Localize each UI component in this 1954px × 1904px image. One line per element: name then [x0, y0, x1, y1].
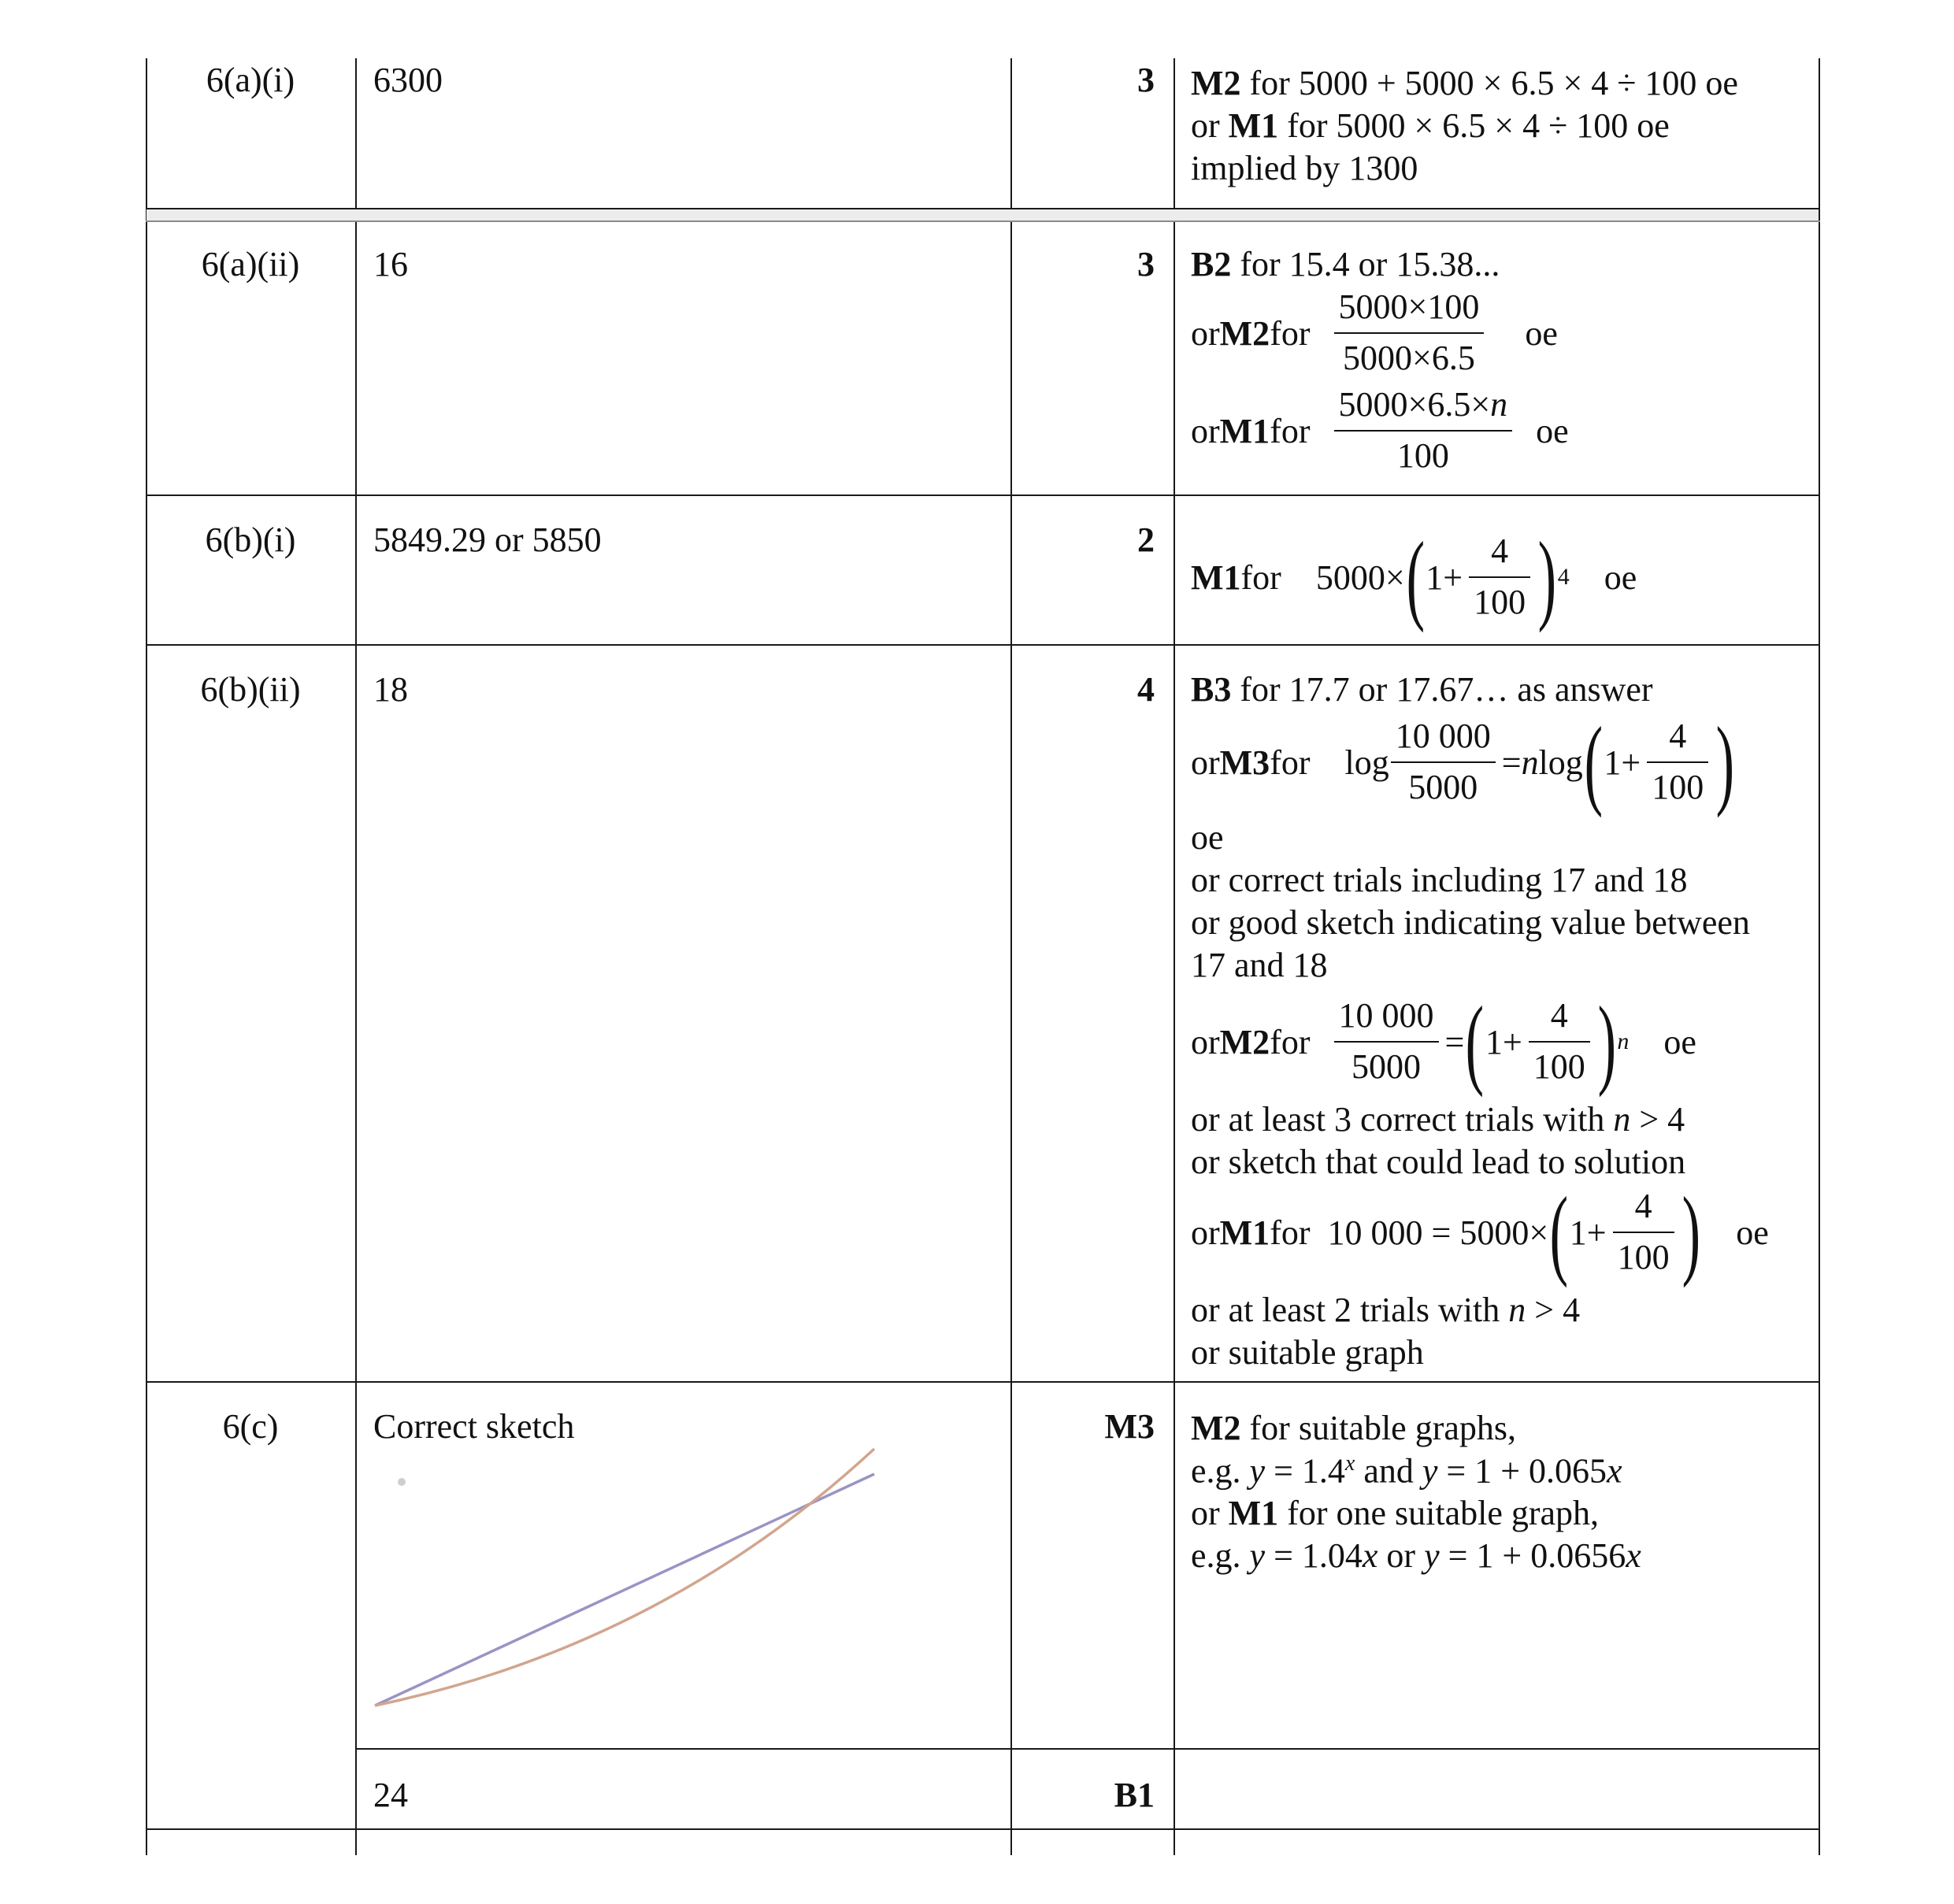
question-number: 6(c)	[222, 1407, 279, 1446]
guidance-line: or sketch that could lead to solution	[1191, 1143, 1686, 1181]
guidance-line: or at least 2 trials with n > 4	[1191, 1291, 1581, 1329]
fraction: $\frac{4}{100}$	[1529, 996, 1590, 1087]
answer-cell: 24	[373, 1776, 408, 1814]
guidance-line: B3 for 17.7 or 17.67… as answer	[1191, 670, 1653, 709]
marks-cell: 3	[1137, 245, 1155, 283]
marks-cell: 4	[1137, 670, 1155, 709]
guidance-line: or correct trials including 17 and 18	[1191, 861, 1688, 899]
table-border-right	[1819, 58, 1820, 1855]
guidance-line: or M1 for one suitable graph,	[1191, 1494, 1600, 1532]
guidance-line: M2 for 5000 + 5000 × 6.5 × 4 ÷ 100 oe	[1191, 64, 1738, 102]
table-border-left	[146, 58, 147, 1855]
paren-open: (	[1406, 521, 1425, 633]
paren-open: (	[1549, 1176, 1569, 1288]
answer-cell: 18	[373, 670, 408, 709]
guidance-formula: M1 for 5000× ( 1+ $\frac{4}{100}$ ) 4 oe	[1191, 521, 1637, 633]
fraction: $\frac{4}{100}$	[1647, 717, 1708, 807]
answer-cell: Correct sketch	[373, 1407, 575, 1446]
guidance-line: oe	[1191, 818, 1224, 857]
table-divider-marks	[1174, 58, 1175, 1855]
paren-open: (	[1584, 706, 1603, 818]
sketch-exponential-graph	[375, 1449, 874, 1706]
answer-cell: 16	[373, 245, 408, 283]
paren-open: (	[1465, 986, 1485, 1098]
row-separator-top	[146, 208, 1820, 209]
answer-cell: 5849.29 or 5850	[373, 520, 602, 559]
paren-close: )	[1715, 706, 1735, 818]
question-number: 6(a)(i)	[206, 61, 295, 99]
guidance-formula: or M2 for $\frac{10 000}{5000}$ = ( 1+ $\frac{4}{100}$ ) n oe	[1191, 986, 1696, 1098]
guidance-line: or good sketch indicating value between	[1191, 903, 1750, 942]
row-separator-bottom	[146, 220, 1820, 222]
row-line-1	[146, 495, 1820, 496]
fraction: $\frac{10 000}{5000}$	[1391, 717, 1496, 807]
marks-cell: M3	[1104, 1407, 1155, 1446]
row-line-5	[146, 1828, 1820, 1830]
marks-cell: B1	[1114, 1776, 1155, 1814]
guidance-formula: or M1 for 10 000 = 5000× ( 1+ $\frac{4}{100}$ ) oe	[1191, 1176, 1769, 1288]
guidance-line: e.g. y = 1.04x or y = 1 + 0.0656x	[1191, 1536, 1641, 1575]
guidance-formula: or M1 for $\frac{5000\times 6.5\times n}{100}$ oe	[1191, 385, 1569, 475]
sketch-graph	[362, 1433, 898, 1732]
sketch-linear-graph	[375, 1474, 874, 1706]
guidance-formula: or M2 for $\frac{5000\times 100}{5000\times 6.5}$ oe	[1191, 287, 1558, 377]
marks-cell: 3	[1137, 61, 1155, 99]
table-divider-answer	[1010, 58, 1012, 1855]
question-number: 6(b)(ii)	[200, 670, 301, 709]
guidance-line: e.g. $y = 1.4^x$ and y = 1 + 0.065x	[1191, 1451, 1622, 1491]
guidance-line: implied by 1300	[1191, 149, 1418, 187]
guidance-line: 17 and 18	[1191, 946, 1328, 984]
paren-close: )	[1537, 521, 1557, 633]
guidance-line: M2 for suitable graphs,	[1191, 1409, 1516, 1447]
question-number: 6(a)(ii)	[201, 245, 300, 283]
guidance-line: B2 for 15.4 or 15.38...	[1191, 245, 1500, 283]
guidance-line: or M1 for 5000 × 6.5 × 4 ÷ 100 oe	[1191, 106, 1670, 145]
answer-cell: 6300	[373, 61, 443, 99]
row-line-3	[146, 1381, 1820, 1383]
fraction: $\frac{10 000}{5000}$	[1334, 996, 1439, 1087]
guidance-line: or suitable graph	[1191, 1333, 1424, 1372]
question-number: 6(b)(i)	[205, 520, 296, 559]
fraction: $\frac{5000\times 6.5\times n}{100}$	[1334, 385, 1513, 476]
row-separator-band	[146, 209, 1819, 220]
marks-cell: 2	[1137, 520, 1155, 559]
sketch-smudge	[398, 1478, 406, 1486]
paren-close: )	[1681, 1176, 1700, 1288]
guidance-formula: or M3 for log $\frac{10 000}{5000}$ = n log ( 1+ $\frac{4}{100}$ )	[1191, 706, 1735, 818]
guidance-line: or at least 3 correct trials with n > 4	[1191, 1100, 1685, 1139]
fraction: $\frac{5000\times 100}{5000\times 6.5}$	[1334, 287, 1485, 378]
row-line-2	[146, 644, 1820, 646]
fraction: $\frac{4}{100}$	[1613, 1187, 1674, 1277]
fraction: $\frac{4}{100}$	[1469, 532, 1530, 622]
row-line-4	[355, 1748, 1820, 1750]
paren-close: )	[1597, 986, 1616, 1098]
table-divider-question	[355, 58, 357, 1855]
